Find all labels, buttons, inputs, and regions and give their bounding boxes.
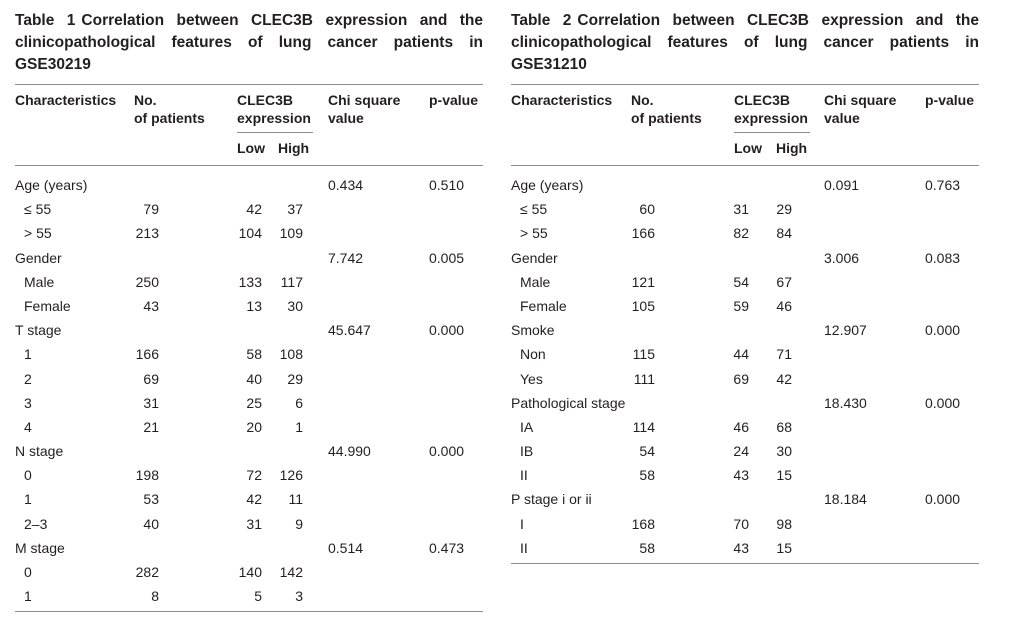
cell-p-value: 0.473 [429, 539, 465, 556]
cell-high: 68 [776, 418, 792, 435]
header-expression [734, 91, 808, 127]
table-row [15, 462, 483, 486]
table-row [511, 438, 979, 462]
row-category-label: 4 [24, 418, 32, 435]
cell-patients: 121 [631, 273, 655, 290]
table-2 [511, 10, 979, 564]
table-body [511, 166, 979, 563]
table-row [15, 245, 483, 269]
table-row [15, 559, 483, 583]
cell-chi-square: 0.434 [328, 177, 364, 193]
cell-low: 5 [254, 588, 262, 605]
row-category-label: IA [520, 418, 534, 435]
cell-low: 31 [246, 515, 262, 532]
row-category-label: I [520, 515, 524, 532]
cell-p-value: 0.510 [429, 177, 465, 193]
cell-p-value: 0.005 [429, 249, 465, 266]
table-row [15, 293, 483, 317]
cell-high: 11 [288, 491, 303, 508]
cell-chi-square: 18.184 [824, 491, 867, 508]
table-row [511, 269, 979, 293]
cell-high: 3 [295, 588, 303, 605]
cell-chi-square: 0.091 [824, 177, 860, 193]
cell-patients: 58 [639, 467, 655, 484]
row-category-label: > 55 [24, 225, 52, 242]
header-chi-square [824, 91, 896, 127]
table-row [15, 535, 483, 559]
cell-patients: 105 [631, 297, 655, 314]
table-row [511, 535, 979, 559]
cell-patients: 115 [632, 346, 655, 363]
cell-p-value: 0.763 [925, 177, 961, 193]
row-category-label: Yes [520, 370, 543, 387]
header-patients-line1: No. [134, 92, 157, 108]
table-row [511, 317, 979, 341]
row-group-label: Gender [511, 249, 558, 266]
row-category-label: 0 [24, 564, 32, 580]
header-patients-line2: of patients [134, 110, 205, 126]
header-chi-line2: value [824, 110, 860, 126]
cell-high: 29 [287, 370, 303, 387]
cell-high: 42 [776, 370, 792, 387]
row-category-label: Non [520, 346, 546, 363]
table-caption [15, 10, 483, 76]
header-chi-line2: value [328, 110, 364, 126]
cell-high: 37 [287, 201, 303, 218]
table-row [511, 341, 979, 365]
header-characteristics: Characteristics [511, 92, 613, 108]
row-category-label: 2 [24, 370, 32, 387]
cell-chi-square: 12.907 [824, 322, 867, 339]
table-label: Table 2 [511, 12, 572, 29]
cell-chi-square: 3.006 [824, 249, 860, 266]
cell-low: 25 [246, 394, 262, 411]
cell-patients: 250 [135, 273, 159, 290]
header-characteristics: Characteristics [15, 92, 117, 108]
row-category-label: Male [24, 273, 55, 290]
bottom-rule [15, 611, 483, 612]
header-patients [134, 91, 205, 127]
cell-low: 24 [733, 443, 749, 460]
table-row [15, 390, 483, 414]
cell-low: 59 [733, 297, 749, 314]
table-row [511, 245, 979, 269]
cell-low: 72 [246, 467, 262, 484]
row-category-label: IB [520, 443, 534, 460]
cell-high: 15 [776, 467, 792, 484]
cell-low: 43 [733, 539, 749, 556]
table-header [511, 85, 979, 165]
row-category-label: II [520, 539, 528, 556]
table-row [511, 172, 979, 196]
table-row [511, 511, 979, 535]
cell-patients: 60 [639, 201, 655, 218]
cell-low: 58 [246, 346, 262, 363]
cell-low: 82 [733, 225, 749, 242]
table-body [15, 166, 483, 611]
header-expression-line1: CLEC3B [237, 92, 294, 108]
row-group-label: N stage [15, 443, 64, 460]
cell-low: 133 [238, 273, 262, 290]
header-patients-line1: No. [631, 92, 654, 108]
cell-high: 46 [776, 297, 792, 314]
row-group-label: Pathological stage [511, 394, 626, 411]
row-group-label: Smoke [511, 322, 555, 339]
cell-patients: 54 [639, 443, 655, 460]
cell-chi-square: 7.742 [328, 249, 364, 266]
header-p-value: p-value [429, 92, 479, 108]
table-row [15, 511, 483, 535]
cell-p-value: 0.000 [925, 491, 961, 508]
cell-patients: 40 [143, 515, 159, 532]
table-row [15, 583, 483, 607]
cell-high: 6 [295, 394, 303, 411]
cell-high: 29 [776, 201, 792, 218]
header-p-value: p-value [925, 92, 975, 108]
cell-low: 42 [246, 201, 262, 218]
cell-patients: 166 [631, 225, 655, 242]
expression-subrule [237, 132, 313, 133]
table-row [511, 414, 979, 438]
table-row [15, 366, 483, 390]
row-group-label: P stage i or ii [511, 491, 592, 508]
table-row [511, 196, 979, 220]
table-caption-text: Correlation between CLEC3B expression and the clinicopathological features of lung cancer patients in GSE31210 [511, 12, 979, 73]
cell-low: 69 [733, 370, 749, 387]
cell-chi-square: 0.514 [328, 539, 364, 556]
row-category-label: Male [520, 273, 551, 290]
cell-high: 30 [287, 297, 303, 314]
table-row [511, 462, 979, 486]
expression-subrule [734, 132, 810, 133]
row-category-label: 1 [24, 346, 32, 363]
cell-high: 67 [776, 273, 792, 290]
header-high: High [278, 140, 310, 156]
cell-low: 44 [733, 346, 749, 363]
cell-patients: 31 [143, 394, 159, 411]
row-group-label: Age (years) [15, 177, 88, 193]
cell-chi-square: 44.990 [328, 443, 371, 460]
row-category-label: 2–3 [24, 515, 48, 532]
row-group-label: Gender [15, 249, 62, 266]
cell-low: 54 [733, 273, 749, 290]
row-category-label: > 55 [520, 225, 548, 242]
cell-low: 104 [238, 225, 262, 242]
cell-p-value: 0.000 [925, 394, 961, 411]
table-row [15, 317, 483, 341]
table-row [511, 293, 979, 317]
header-expression-line2: expression [237, 110, 311, 126]
header-chi-line1: Chi square [328, 92, 401, 108]
cell-low: 40 [246, 370, 262, 387]
cell-patients: 166 [135, 346, 159, 363]
row-group-label: M stage [15, 539, 65, 556]
header-expression-line2: expression [734, 110, 808, 126]
cell-high: 108 [279, 346, 303, 363]
cell-patients: 79 [143, 201, 159, 218]
header-chi-line1: Chi square [824, 92, 897, 108]
cell-patients: 58 [639, 539, 655, 556]
table-row [15, 196, 483, 220]
cell-patients: 114 [632, 418, 655, 435]
cell-high: 84 [776, 225, 792, 242]
cell-low: 13 [246, 297, 262, 314]
table-row [15, 172, 483, 196]
row-category-label: 0 [24, 467, 32, 484]
cell-high: 126 [279, 467, 303, 484]
table-row [15, 220, 483, 244]
table-row [15, 341, 483, 365]
table-caption-text: Correlation between CLEC3B expression and the clinicopathological features of lung cancer patients in GSE30219 [15, 12, 483, 73]
cell-chi-square: 45.647 [328, 322, 371, 339]
row-category-label: Female [520, 297, 567, 314]
table-caption [511, 10, 979, 76]
header-low: Low [734, 140, 762, 156]
cell-high: 9 [295, 515, 303, 532]
cell-low: 42 [246, 491, 262, 508]
table-row [511, 486, 979, 510]
row-category-label: ≤ 55 [520, 201, 548, 218]
header-low: Low [237, 140, 265, 156]
header-high: High [776, 140, 808, 156]
cell-chi-square: 18.430 [824, 394, 867, 411]
cell-p-value: 0.000 [925, 322, 961, 339]
cell-low: 140 [238, 564, 262, 580]
row-category-label: 3 [24, 394, 32, 411]
header-expression [237, 91, 311, 127]
cell-p-value: 0.000 [429, 443, 465, 460]
cell-patients: 282 [135, 564, 159, 580]
cell-patients: 69 [143, 370, 159, 387]
cell-p-value: 0.083 [925, 249, 961, 266]
row-category-label: ≤ 55 [24, 201, 52, 218]
row-category-label: II [520, 467, 528, 484]
cell-high: 109 [279, 225, 303, 242]
cell-patients: 43 [143, 297, 159, 314]
cell-patients: 168 [631, 515, 655, 532]
header-expression-line1: CLEC3B [734, 92, 791, 108]
cell-high: 142 [279, 564, 303, 580]
table-header [15, 85, 483, 165]
table-row [511, 366, 979, 390]
bottom-rule [511, 563, 979, 564]
table-row [15, 486, 483, 510]
row-category-label: 1 [24, 491, 32, 508]
cell-high: 98 [776, 515, 792, 532]
cell-patients: 53 [143, 491, 159, 508]
cell-patients: 111 [633, 370, 655, 387]
cell-low: 46 [733, 418, 749, 435]
header-patients [631, 91, 702, 127]
table-row [15, 438, 483, 462]
cell-patients: 21 [143, 418, 159, 435]
cell-high: 117 [280, 273, 303, 290]
cell-high: 30 [776, 443, 792, 460]
cell-high: 15 [776, 539, 792, 556]
cell-low: 70 [733, 515, 749, 532]
cell-p-value: 0.000 [429, 322, 465, 339]
header-patients-line2: of patients [631, 110, 702, 126]
cell-low: 20 [246, 418, 262, 435]
cell-low: 43 [733, 467, 749, 484]
table-1 [15, 10, 483, 612]
table-row [511, 390, 979, 414]
cell-high: 71 [776, 346, 792, 363]
table-row [15, 414, 483, 438]
row-category-label: Female [24, 297, 71, 314]
header-chi-square [328, 91, 400, 127]
cell-patients: 198 [135, 467, 159, 484]
cell-patients: 8 [151, 588, 159, 605]
cell-patients: 213 [135, 225, 159, 242]
table-label: Table 1 [15, 12, 76, 29]
row-group-label: Age (years) [511, 177, 584, 193]
table-row [511, 220, 979, 244]
cell-low: 31 [733, 201, 749, 218]
cell-high: 1 [295, 418, 303, 435]
table-row [15, 269, 483, 293]
row-category-label: 1 [24, 588, 32, 605]
row-group-label: T stage [15, 322, 62, 339]
